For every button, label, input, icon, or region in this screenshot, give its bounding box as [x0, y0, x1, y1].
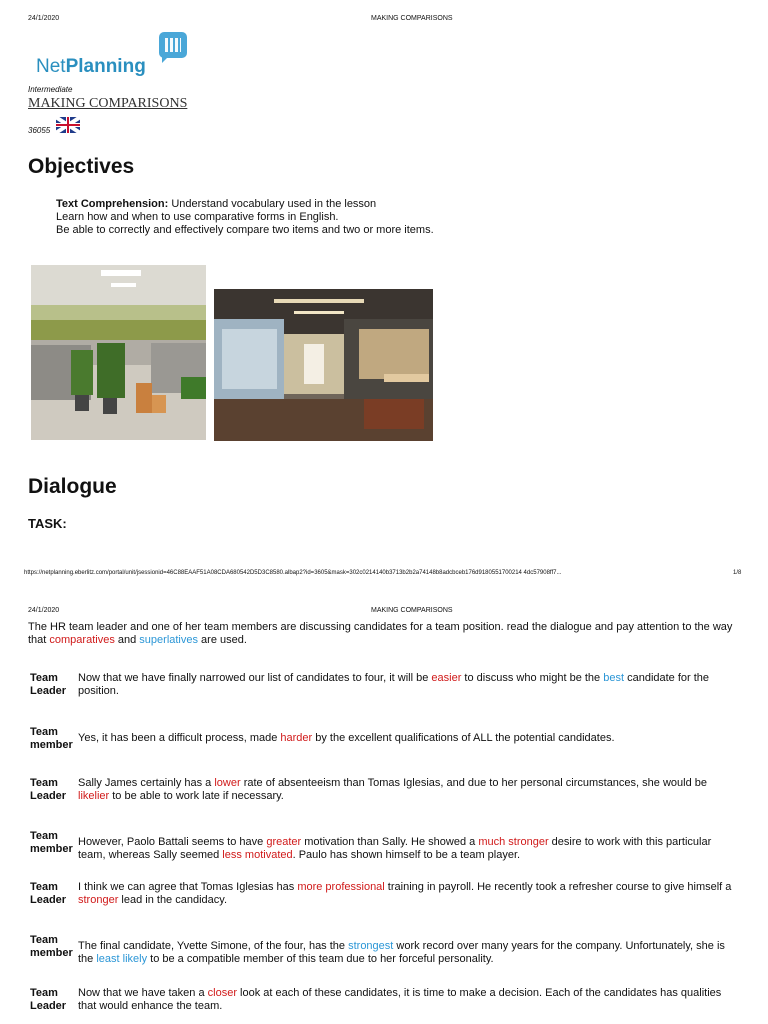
- dialogue-text: Yes, it has been a difficult process, made harder by the excellent qualifications of ALL the potential candidates.: [78, 732, 615, 744]
- speaker-label: Team Leader: [30, 987, 67, 1012]
- comparative-word: less motivated: [222, 849, 293, 861]
- dialogue-text: Now that we have finally narrowed our list of candidates to four, it will be easier to discuss who might be the best candidate for the position.: [78, 672, 710, 697]
- calendar-icon: [159, 32, 187, 58]
- speaker-label: Team member: [30, 726, 73, 751]
- objectives-heading: Objectives: [28, 155, 135, 178]
- task-label: TASK:: [28, 516, 67, 531]
- objective-2: Learn how and when to use comparative forms in English.: [56, 211, 339, 223]
- speaker-label: Team Leader: [30, 672, 67, 697]
- comparatives-term: comparatives: [49, 634, 115, 646]
- dialogue-heading: Dialogue: [28, 475, 117, 498]
- page-number: 1/8: [733, 570, 742, 576]
- superlative-word: strongest: [348, 940, 394, 952]
- dialogue-text: The final candidate, Yvette Simone, of the four, has the strongest work record over many years for the company. Unfortunately, she is the least likely to be a compatible member of this team due to her forceful personality.: [78, 940, 725, 965]
- speaker-label: Team Leader: [30, 777, 67, 802]
- speaker-label: Team member: [30, 830, 73, 855]
- dialogue-intro: The HR team leader and one of her team members are discussing candidates for a team position. read the dialogue and pay attention to the way that comparatives and superlatives are used.: [28, 621, 733, 646]
- speaker-label: Team Leader: [30, 881, 67, 906]
- comparative-word: much stronger: [478, 836, 549, 848]
- objective-3: Be able to correctly and effectively compare two items and two or more items.: [56, 224, 434, 236]
- uk-flag-icon: [56, 117, 80, 133]
- objective-1: Understand vocabulary used in the lesson: [168, 198, 377, 210]
- superlative-word: least likely: [96, 953, 148, 965]
- objective-label: Text Comprehension:: [56, 198, 169, 210]
- comparative-word: greater: [266, 836, 302, 848]
- comparative-word: stronger: [78, 894, 119, 906]
- comparative-word: lower: [214, 777, 241, 789]
- print-date-2: 24/1/2020: [28, 607, 60, 614]
- lesson-code: 36055: [28, 126, 51, 135]
- comparative-word: likelier: [78, 790, 110, 802]
- dialogue-text: Now that we have taken a closer look at each of these candidates, it is time to make a decision. Each of the candidates has qualities that would enhance the team.: [78, 987, 722, 1012]
- comparative-word: harder: [280, 732, 313, 744]
- speaker-label: Team member: [30, 934, 73, 959]
- lesson-level: Intermediate: [28, 85, 73, 94]
- lesson-title-link[interactable]: MAKING COMPARISONS: [28, 96, 188, 111]
- logo-text: NetPlanning: [36, 56, 146, 77]
- corridor-office-photo: [214, 289, 433, 441]
- footer-url: https://netplanning.eberlitz.com/portal/unit/jsessionid=46C88EAAF51A08CDA680542D5D3C8580.albap2?id=3605&mask=302c0214140b3713b2b2a74148b8adcbceb176d9180551700214 4dc57908ff7...: [24, 570, 562, 576]
- superlatives-term: superlatives: [139, 634, 198, 646]
- netplanning-logo[interactable]: [36, 32, 196, 84]
- comparative-word: closer: [207, 987, 237, 999]
- dialogue-text: However, Paolo Battali seems to have greater motivation than Sally. He showed a much stronger desire to work with this particular team, whereas Sally seemed less motivated. Paulo has shown himself to be a team player.: [78, 836, 712, 861]
- open-office-photo: [31, 265, 206, 440]
- print-title-2: MAKING COMPARISONS: [371, 607, 453, 614]
- print-date: 24/1/2020: [28, 15, 60, 22]
- dialogue-text: I think we can agree that Tomas Iglesias has more professional training in payroll. He recently took a refresher course to give himself a stronger lead in the candidacy.: [78, 881, 732, 906]
- objectives-list: [56, 198, 434, 237]
- superlative-word: best: [603, 672, 625, 684]
- print-title: MAKING COMPARISONS: [371, 15, 453, 22]
- comparative-word: easier: [431, 672, 462, 684]
- dialogue-text: Sally James certainly has a lower rate of absenteeism than Tomas Iglesias, and due to her personal circumstances, she would be likelier to be able to work late if necessary.: [78, 777, 707, 802]
- comparative-word: more professional: [297, 881, 385, 893]
